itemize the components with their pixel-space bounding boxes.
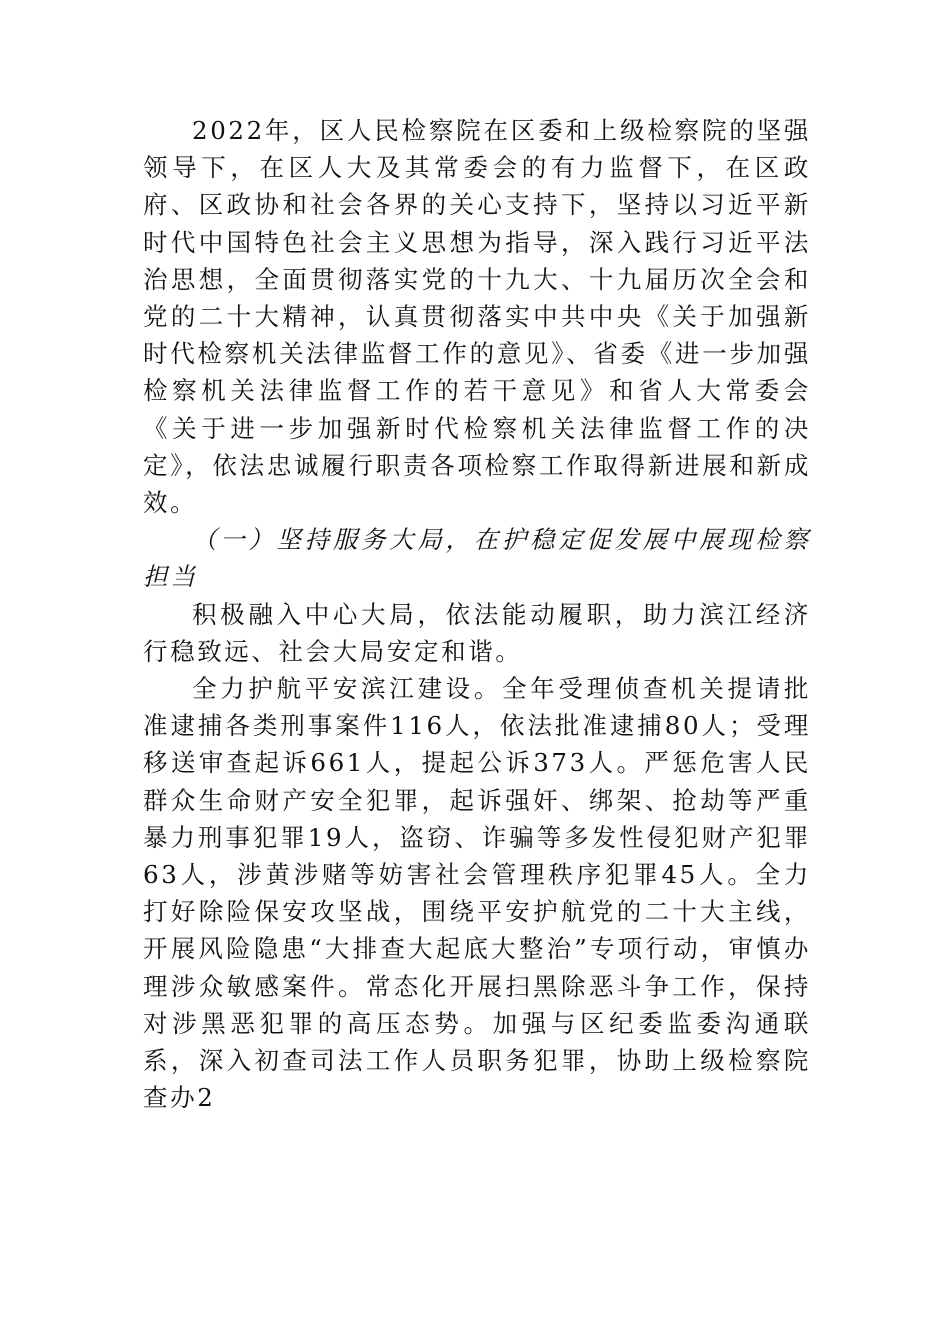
safety-work-paragraph: 全力护航平安滨江建设。全年受理侦查机关提请批准逮捕各类刑事案件116人，依法批准逮捕80人；受理移送审查起诉661人，提起公诉373人。严惩危害人民群众生命财产安全犯罪，起诉强奸、绑架、抢劫等严重暴力刑事犯罪19人，盗窃、诈骗等多发性侵犯财产犯罪63人，涉黄涉赌等妨害社会管理秩序犯罪45人。全力打好除险保安攻坚战，围绕平安护航党的二十大主线，开展风险隐患“大排查大起底大整治”专项行动，审慎办理涉众敏感案件。常态化开展扫黑除恶斗争工作，保持对涉黑恶犯罪的高压态势。加强与区纪委监委沟通联系，深入初查司法工作人员职务犯罪，协助上级检察院查办2 xyxy=(143,674,811,1113)
section-heading: （一）坚持服务大局，在护稳定促发展中展现检察担当 xyxy=(143,525,811,592)
section-summary-paragraph: 积极融入中心大局，依法能动履职，助力滨江经济行稳致远、社会大局安定和谐。 xyxy=(143,599,811,666)
intro-paragraph: 2022年，区人民检察院在区委和上级检察院的坚强领导下，在区人大及其常委会的有力监督下，在区政府、区政协和社会各界的关心支持下，坚持以习近平新时代中国特色社会主义思想为指导，深入践行习近平法治思想，全面贯彻落实党的十九大、十九届历次全会和党的二十大精神，认真贯彻落实中共中央《关于加强新时代检察机关法律监督工作的意见》、省委《进一步加强检察机关法律监督工作的若干意见》和省人大常委会《关于进一步加强新时代检察机关法律监督工作的决定》，依法忠诚履行职责各项检察工作取得新进展和新成效。 xyxy=(143,116,811,518)
document-body xyxy=(143,112,811,1116)
